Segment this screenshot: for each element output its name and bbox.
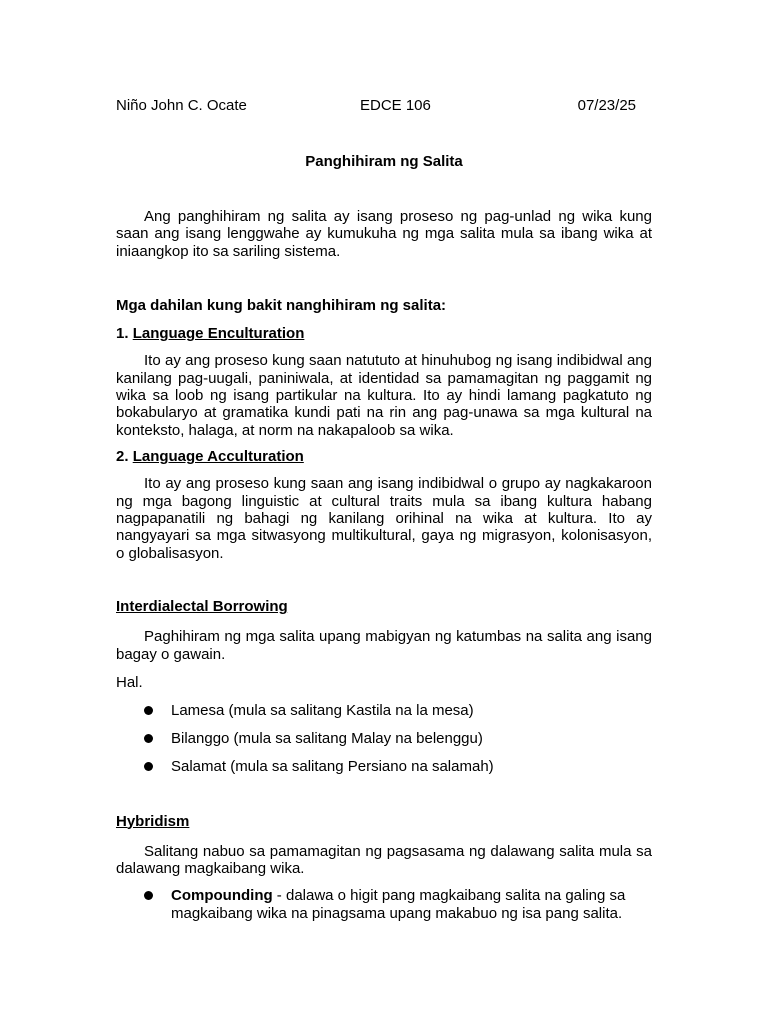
examples-list bbox=[116, 702, 652, 775]
reason-1-heading bbox=[116, 324, 652, 344]
hybridism-definition: - dalawa o higit pang magkaibang salita na galing sa magkaibang wika na pinagsama upang makabuo ng isa pang salita. bbox=[171, 887, 626, 922]
hybridism-list bbox=[116, 887, 652, 922]
document-title: Panghihiram ng Salita bbox=[305, 153, 463, 170]
list-item bbox=[116, 702, 652, 719]
reasons-heading: Mga dahilan kung bakit nanghihiram ng salita: bbox=[116, 297, 447, 315]
reason-2-heading bbox=[116, 447, 652, 467]
reason-2-number: 2. bbox=[116, 448, 133, 466]
list-item bbox=[116, 887, 652, 922]
document-date: 07/23/25 bbox=[577, 97, 636, 114]
intro-paragraph: Ang panghihiram ng salita ay isang proseso ng pag-unlad ng wika kung saan ang isang lenggwahe ay kumukuha ng mga salita mula sa ibang wika at iniaangkop ito sa sariling sistema. bbox=[116, 208, 652, 260]
example-text: Lamesa (mula sa salitang Kastila na la mesa) bbox=[171, 702, 474, 720]
bullet-icon bbox=[144, 734, 153, 743]
example-text: Salamat (mula sa salitang Persiano na salamah) bbox=[171, 758, 494, 776]
reason-1-title: Language Enculturation bbox=[132, 325, 305, 343]
course-code: EDCE 106 bbox=[360, 97, 431, 114]
bullet-icon bbox=[144, 762, 153, 771]
hybridism-heading bbox=[116, 812, 652, 832]
hybridism-term: Compounding bbox=[171, 887, 273, 905]
interdialectal-heading bbox=[116, 597, 652, 617]
reason-2-title: Language Acculturation bbox=[132, 448, 304, 466]
bullet-icon bbox=[144, 891, 153, 900]
author-name: Niño John C. Ocate bbox=[116, 97, 247, 114]
document-body bbox=[116, 208, 652, 922]
example-text: Bilanggo (mula sa salitang Malay na belenggu) bbox=[171, 730, 483, 748]
list-item bbox=[116, 758, 652, 775]
list-item bbox=[116, 730, 652, 747]
interdialectal-paragraph: Paghihiram ng mga salita upang mabigyan ng katumbas na salita ang isang bagay o gawain. bbox=[116, 628, 652, 663]
interdialectal-heading-text: Interdialectal Borrowing bbox=[116, 598, 288, 616]
document-header bbox=[116, 96, 636, 118]
reason-1-paragraph: Ito ay ang proseso kung saan natututo at hinuhubog ng isang indibidwal ang kanilang pag-uugali, paniniwala, at identidad sa pamamagitan ng paggamit ng wika sa loob ng isang partikular na kultura. Ito ay hindi lamang pagkatuto ng bokabularyo at gramatika kundi pati na rin ang pag-unawa sa mga kultural na konteksto, halaga, at norm na nakapaloob sa wika. bbox=[116, 352, 652, 439]
hybridism-heading-text: Hybridism bbox=[116, 812, 190, 830]
example-label: Hal. bbox=[116, 674, 143, 692]
bullet-icon bbox=[144, 706, 153, 715]
reason-2-paragraph: Ito ay ang proseso kung saan ang isang indibidwal o grupo ay nagkakaroon ng mga bagong linguistic at cultural traits mula sa ibang kultura habang nagpapanatili ng bahagi ng kanilang orihinal na wika at kultura. Ito ay nangyayari sa mga sitwasyong multikultural, gaya ng migrasyon, kolonisasyon, o globalisasyon. bbox=[116, 475, 652, 562]
hybridism-paragraph: Salitang nabuo sa pamamagitan ng pagsasama ng dalawang salita mula sa dalawang magkaibang wika. bbox=[116, 842, 652, 877]
reason-1-number: 1. bbox=[116, 325, 133, 343]
